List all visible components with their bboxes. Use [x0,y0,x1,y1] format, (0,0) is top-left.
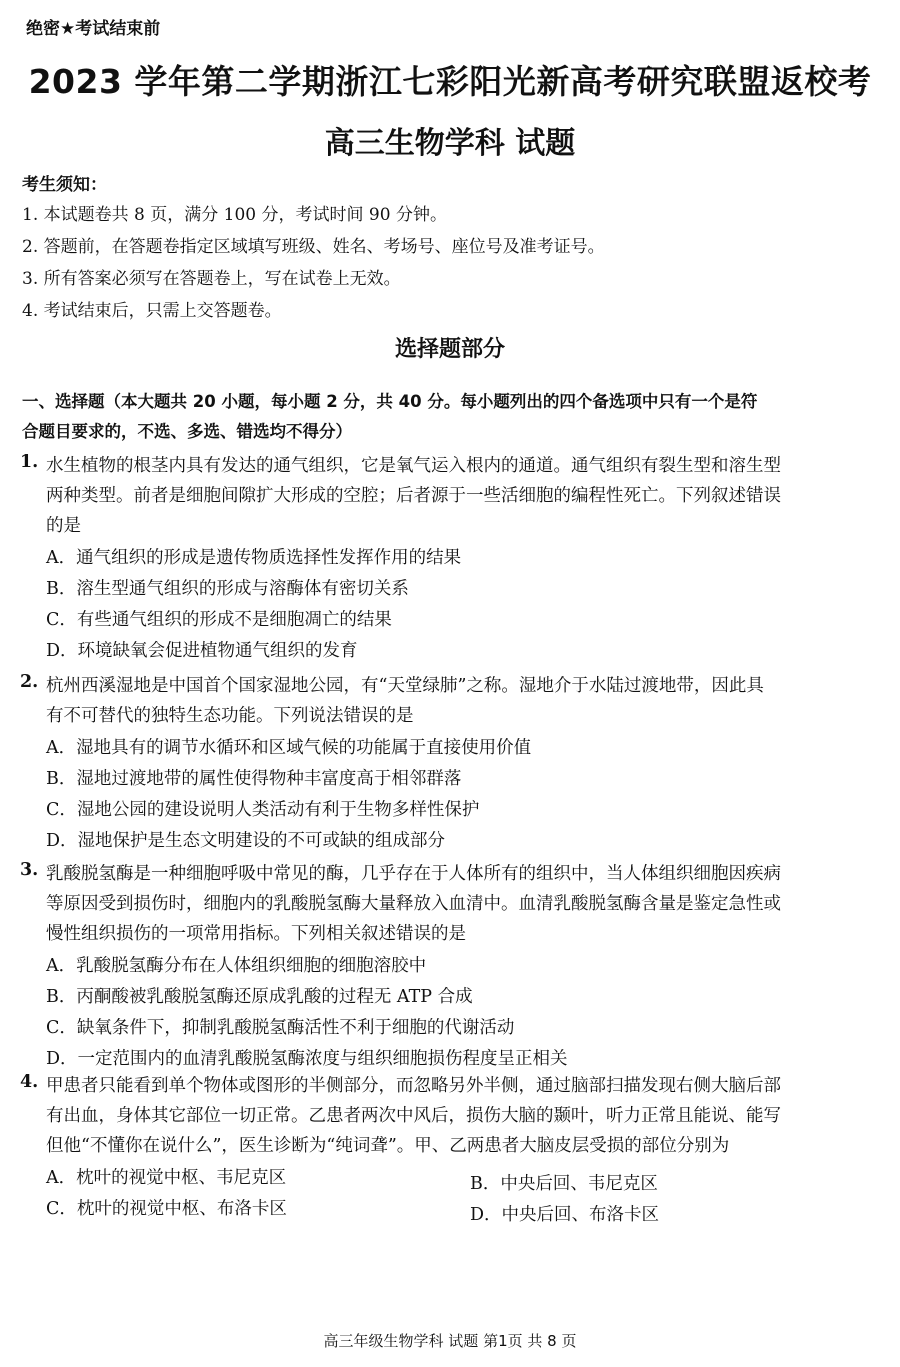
option-a: A．乳酸脱氢酶分布在人体组织细胞的细胞溶胶中 [46,956,427,976]
option-d: D．湿地保护是生态文明建设的不可或缺的组成部分 [46,831,446,851]
option-c: C．缺氧条件下，抑制乳酸脱氢酶活性不利于细胞的代谢活动 [46,1018,515,1038]
exam-title-text: 2023 学年第二学期浙江七彩阳光新高考研究联盟返校考 [28,62,872,101]
section-title-text: 选择题部分 [394,337,505,362]
notice-item: 2. 答题前，在答题卷指定区域填写班级、姓名、考场号、座位号及准考证号。 [22,237,605,257]
option-a: A．通气组织的形成是遗传物质选择性发挥作用的结果 [46,548,462,568]
section-title [0,332,900,363]
question-text: 甲患者只能看到单个物体或图形的半侧部分，而忽略另外半侧，通过脑部扫描发现右侧大脑后部 [46,1076,781,1096]
option-b: B．湿地过渡地带的属性使得物种丰富度高于相邻群落 [46,769,462,789]
notice-item: 4. 考试结束后，只需上交答题卷。 [22,301,282,321]
question-text: 慢性组织损伤的一项常用指标。下列相关叙述错误的是 [46,924,466,944]
option-b: B．丙酮酸被乳酸脱氢酶还原成乳酸的过程无 ATP 合成 [46,987,473,1007]
question-text: 的是 [46,516,81,536]
option-a: A．枕叶的视觉中枢、韦尼克区 [46,1168,287,1188]
notice-item: 1. 本试题卷共 8 页，满分 100 分，考试时间 90 分钟。 [22,205,447,225]
option-d: D．一定范围内的血清乳酸脱氢酶浓度与组织细胞损伤程度呈正相关 [46,1049,568,1069]
question-text: 有出血，身体其它部位一切正常。乙患者两次中风后，损伤大脑的颞叶，听力正常且能说、能写 [46,1106,781,1126]
option-c: C．湿地公园的建设说明人类活动有利于生物多样性保护 [46,800,480,820]
option-b: B．溶生型通气组织的形成与溶酶体有密切关系 [46,579,409,599]
exam-subtitle [0,118,900,162]
section-instruction: 一、选择题（本大题共 20 小题，每小题 2 分，共 40 分。每小题列出的四个备选项中只有一个是符 [22,392,758,411]
question-text: 两种类型。前者是细胞间隙扩大形成的空腔；后者源于一些活细胞的编程性死亡。下列叙述错误 [46,486,781,506]
section-instruction: 合题目要求的，不选、多选、错选均不得分） [22,422,352,441]
question-text: 但他“不懂你在说什么”，医生诊断为“纯词聋”。甲、乙两患者大脑皮层受损的部位分别为 [46,1136,730,1156]
question-number: 1. [20,452,39,472]
page-footer-text: 高三年级生物学科 试题 第1页 共 8 页 [323,1332,577,1350]
exam-subtitle-text: 高三生物学科 试题 [324,126,576,161]
page-footer [0,1330,900,1351]
question-number: 2. [20,672,39,692]
question-text: 有不可替代的独特生态功能。下列说法错误的是 [46,706,414,726]
question-text: 乳酸脱氢酶是一种细胞呼吸中常见的酶，几乎存在于人体所有的组织中，当人体组织细胞因疾病 [46,864,781,884]
question-text: 水生植物的根茎内具有发达的通气组织，它是氧气运入根内的通道。通气组织有裂生型和溶生型 [46,456,781,476]
exam-title [0,56,900,103]
option-b: B．中央后回、韦尼克区 [470,1174,658,1194]
option-a: A．湿地具有的调节水循环和区域气候的功能属于直接使用价值 [46,738,532,758]
confidential-label: 绝密★考试结束前 [26,19,161,39]
notice-heading: 考生须知： [22,175,107,195]
question-text: 等原因受到损伤时，细胞内的乳酸脱氢酶大量释放入血清中。血清乳酸脱氢酶含量是鉴定急性或 [46,894,781,914]
option-c: C．枕叶的视觉中枢、布洛卡区 [46,1199,287,1219]
question-text: 杭州西溪湿地是中国首个国家湿地公园，有“天堂绿肺”之称。湿地介于水陆过渡地带，因此具 [46,676,764,696]
option-c: C．有些通气组织的形成不是细胞凋亡的结果 [46,610,392,630]
question-number: 4. [20,1072,39,1092]
notice-item: 3. 所有答案必须写在答题卷上，写在试卷上无效。 [22,269,401,289]
option-d: D．中央后回、布洛卡区 [470,1205,660,1225]
question-number: 3. [20,860,39,880]
option-d: D．环境缺氧会促进植物通气组织的发育 [46,641,358,661]
